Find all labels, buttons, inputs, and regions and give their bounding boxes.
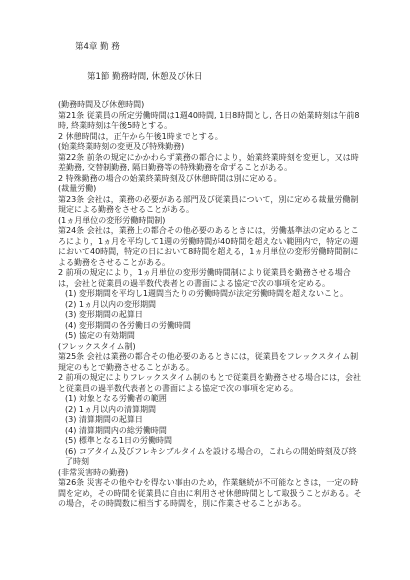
article-heading: (勤務時間及び休憩時間) (58, 100, 145, 109)
article-paragraph: 第21条 従業員の所定労働時間は1週40時間, 1日8時間とし, 各日の始業時刻は午前8時, 終業時刻は午後5時とする。 (58, 110, 360, 130)
list-item: (4) 変形期間の各労働日の労働時間 (65, 320, 191, 330)
list-item: (2) 1ヵ月以内の清算期間 (65, 404, 156, 414)
article-paragraph: 第23条 会社は，業務の必要がある部門及び従業員について，別に定める裁量労働制規定による勤務をさせることがある。 (58, 194, 359, 214)
clause-paragraph: 2 休憩時間は，正午から午後1時までとする。 (58, 131, 223, 141)
list-item: (1) 変形期間を平均し1週間当たりの労働時間が法定労働時間を超えないこと。 (65, 289, 348, 298)
list-item: (6) コアタイム及びフレキシブルタイムを設ける場合の，これらの開始時刻及び終了時刻 (65, 446, 357, 466)
article-heading: (始業終業時刻の変更及び特殊勤務) (58, 142, 185, 151)
list-item: (4) 清算期間内の総労働時間 (65, 425, 167, 435)
article-heading: (非常災害時の勤務) (58, 467, 129, 477)
chapter-title: 第4章 勤 務 (75, 42, 120, 52)
list-item: (3) 清算期間の起算日 (65, 415, 143, 424)
section-title: 第1節 勤務時間, 休憩及び休日 (87, 72, 203, 82)
list-item: (5) 協定の有効期間 (65, 331, 135, 340)
list-item: (5) 標準となる1日の労働時間 (65, 436, 172, 445)
clause-paragraph: 2 前項の規定により，1ヵ月単位の変形労働時間制により従業員を勤務させる場合は，会社と従業員の過半数代表者との書面による協定で次の事項を定める。 (58, 268, 351, 288)
article-paragraph: 第25条 会社は業務の都合その他必要のあるときには，従業員をフレックスタイム制規定のもとで勤務させることがある。 (58, 352, 359, 372)
article-heading: (裁量労働) (58, 184, 97, 193)
article-paragraph: 第22条 前条の規定にかかわらず業務の都合により，始業終業時刻を変更し，又は時差勤務, 交替制勤務, 隔日勤務等の特殊勤務を命ずることがある。 (58, 152, 359, 172)
article-paragraph: 第24条 会社は，業務上の都合その他必要のあるときには，労働基準法の定めるところにより，1ヵ月を平均して1週の労働時間が40時間を超えない範囲内で，特定の週において40時間，特定の日において8時間を超える，1ヵ月単位の変形労働時間制による勤務をさせることがある。 (58, 226, 359, 267)
list-item: (2) 1ヵ月以内の変形期間 (65, 299, 156, 309)
article-paragraph: 第26条 災害その他やむを得ない事由のため，作業継続が不可能なときは，一定の時間を定め，その時間を従業員に自由に利用させ休憩時間として取扱うことがある。その場合，その時間数に相当する時間を，別に作業させることがある。 (58, 478, 362, 508)
clause-paragraph: 2 前項の規定によりフレックスタイム制のもとで従業員を勤務させる場合には，会社と従業員の過半数代表者との書面による協定で次の事項を定める。 (58, 373, 361, 393)
document-body (58, 100, 364, 510)
article-heading: (フレックスタイム制) (58, 341, 136, 351)
list-item: (3) 変形期間の起算日 (65, 310, 143, 319)
list-item: (1) 対象となる労働者の範囲 (65, 394, 167, 403)
article-heading: (1ヵ月単位の変形労働時間制) (58, 215, 166, 225)
clause-paragraph: 2 特殊勤務の場合の始業終業時刻及び休憩時間は別に定める。 (58, 173, 282, 183)
